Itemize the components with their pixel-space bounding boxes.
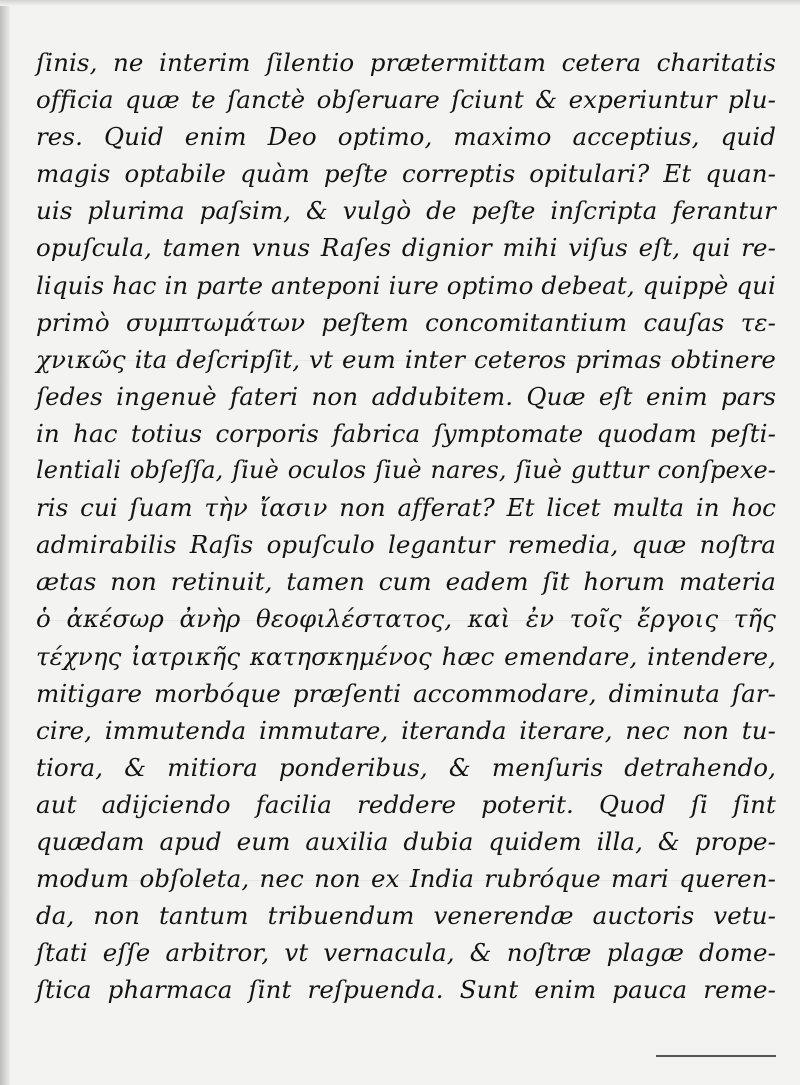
text-line: ὁ ἀκέσωρ ἀνὴρ θεοφιλέστατος, καὶ ἐν τοῖς ἔργοις τῆς <box>36 604 776 634</box>
text-line: liquis hac in parte anteponi iure optimo debeat, quippè qui <box>36 270 776 300</box>
text-line: ſtica pharmaca ſint reſpuenda. Sunt enim pauca reme- <box>36 975 776 1005</box>
text-line: cire, immutenda immutare, iteranda iterare, nec non tu- <box>36 715 776 745</box>
text-line: in hac totius corporis fabrica ſymptomate quodam peſti- <box>36 418 776 448</box>
text-line: modum obſoleta, nec non ex India rubróque mari queren- <box>36 864 776 894</box>
catchword-row <box>36 1055 776 1085</box>
body-text <box>36 44 776 1008</box>
text-line: ris cui ſuam τὴν ἴασιν non afferat? Et licet multa in hoc <box>36 493 776 523</box>
text-line: res. Quid enim Deo optimo, maximo acceptius, quid <box>36 122 776 152</box>
text-line: aut adijciendo facilia reddere poterit. Quod ſi ſint <box>36 789 776 819</box>
text-line: ſedes ingenuè fateri non addubitem. Quæ eſt enim pars <box>36 381 776 411</box>
catchword-underline <box>656 1055 776 1057</box>
text-line: mitigare morbóque præſenti accommodare, diminuta ſar- <box>36 678 776 708</box>
text-line: admirabilis Raſis opuſculo legantur remedia, quæ noſtra <box>36 530 776 560</box>
text-line: ſinis, ne interim ſilentio prætermittam cetera charitatis <box>36 48 776 77</box>
text-line: uis plurima paſsim, & vulgò de peſte inſcripta ferantur <box>36 196 776 226</box>
text-line: ætas non retinuit, tamen cum eadem ſit horum materia <box>36 567 776 597</box>
text-line: magis optabile quàm peſte correptis opitulari? Et quan- <box>36 159 776 189</box>
text-line: τέχνης ἰατρικῆς κατησκημένος hæc emendare, intendere, <box>36 641 776 671</box>
text-line: opuſcula, tamen vnus Raſes dignior mihi viſus eſt, qui re- <box>36 233 776 263</box>
text-line: tiora, & mitiora ponderibus, & menſuris detrahendo, <box>36 752 776 782</box>
text-line: da, non tantum tribuendum venerendæ auctoris vetu- <box>36 901 776 931</box>
text-line: quædam apud eum auxilia dubia quidem illa, & prope- <box>36 826 776 856</box>
text-line: officia quæ te ſanctè obſeruare ſciunt & experiuntur plu- <box>36 85 776 115</box>
text-line: χνικῶς ita deſcripſit, vt eum inter ceteros primas obtinere <box>36 344 776 374</box>
text-line: lentiali obſeſſa, ſiuè oculos ſiuè nares, ſiuè guttur conſpexe- <box>36 456 776 485</box>
text-line: ſtati eſſe arbitror, vt vernacula, & noſtræ plagæ dome- <box>36 938 776 968</box>
text-line: primò συμπτωμάτων peſtem concomitantium cauſas τε- <box>36 307 776 337</box>
